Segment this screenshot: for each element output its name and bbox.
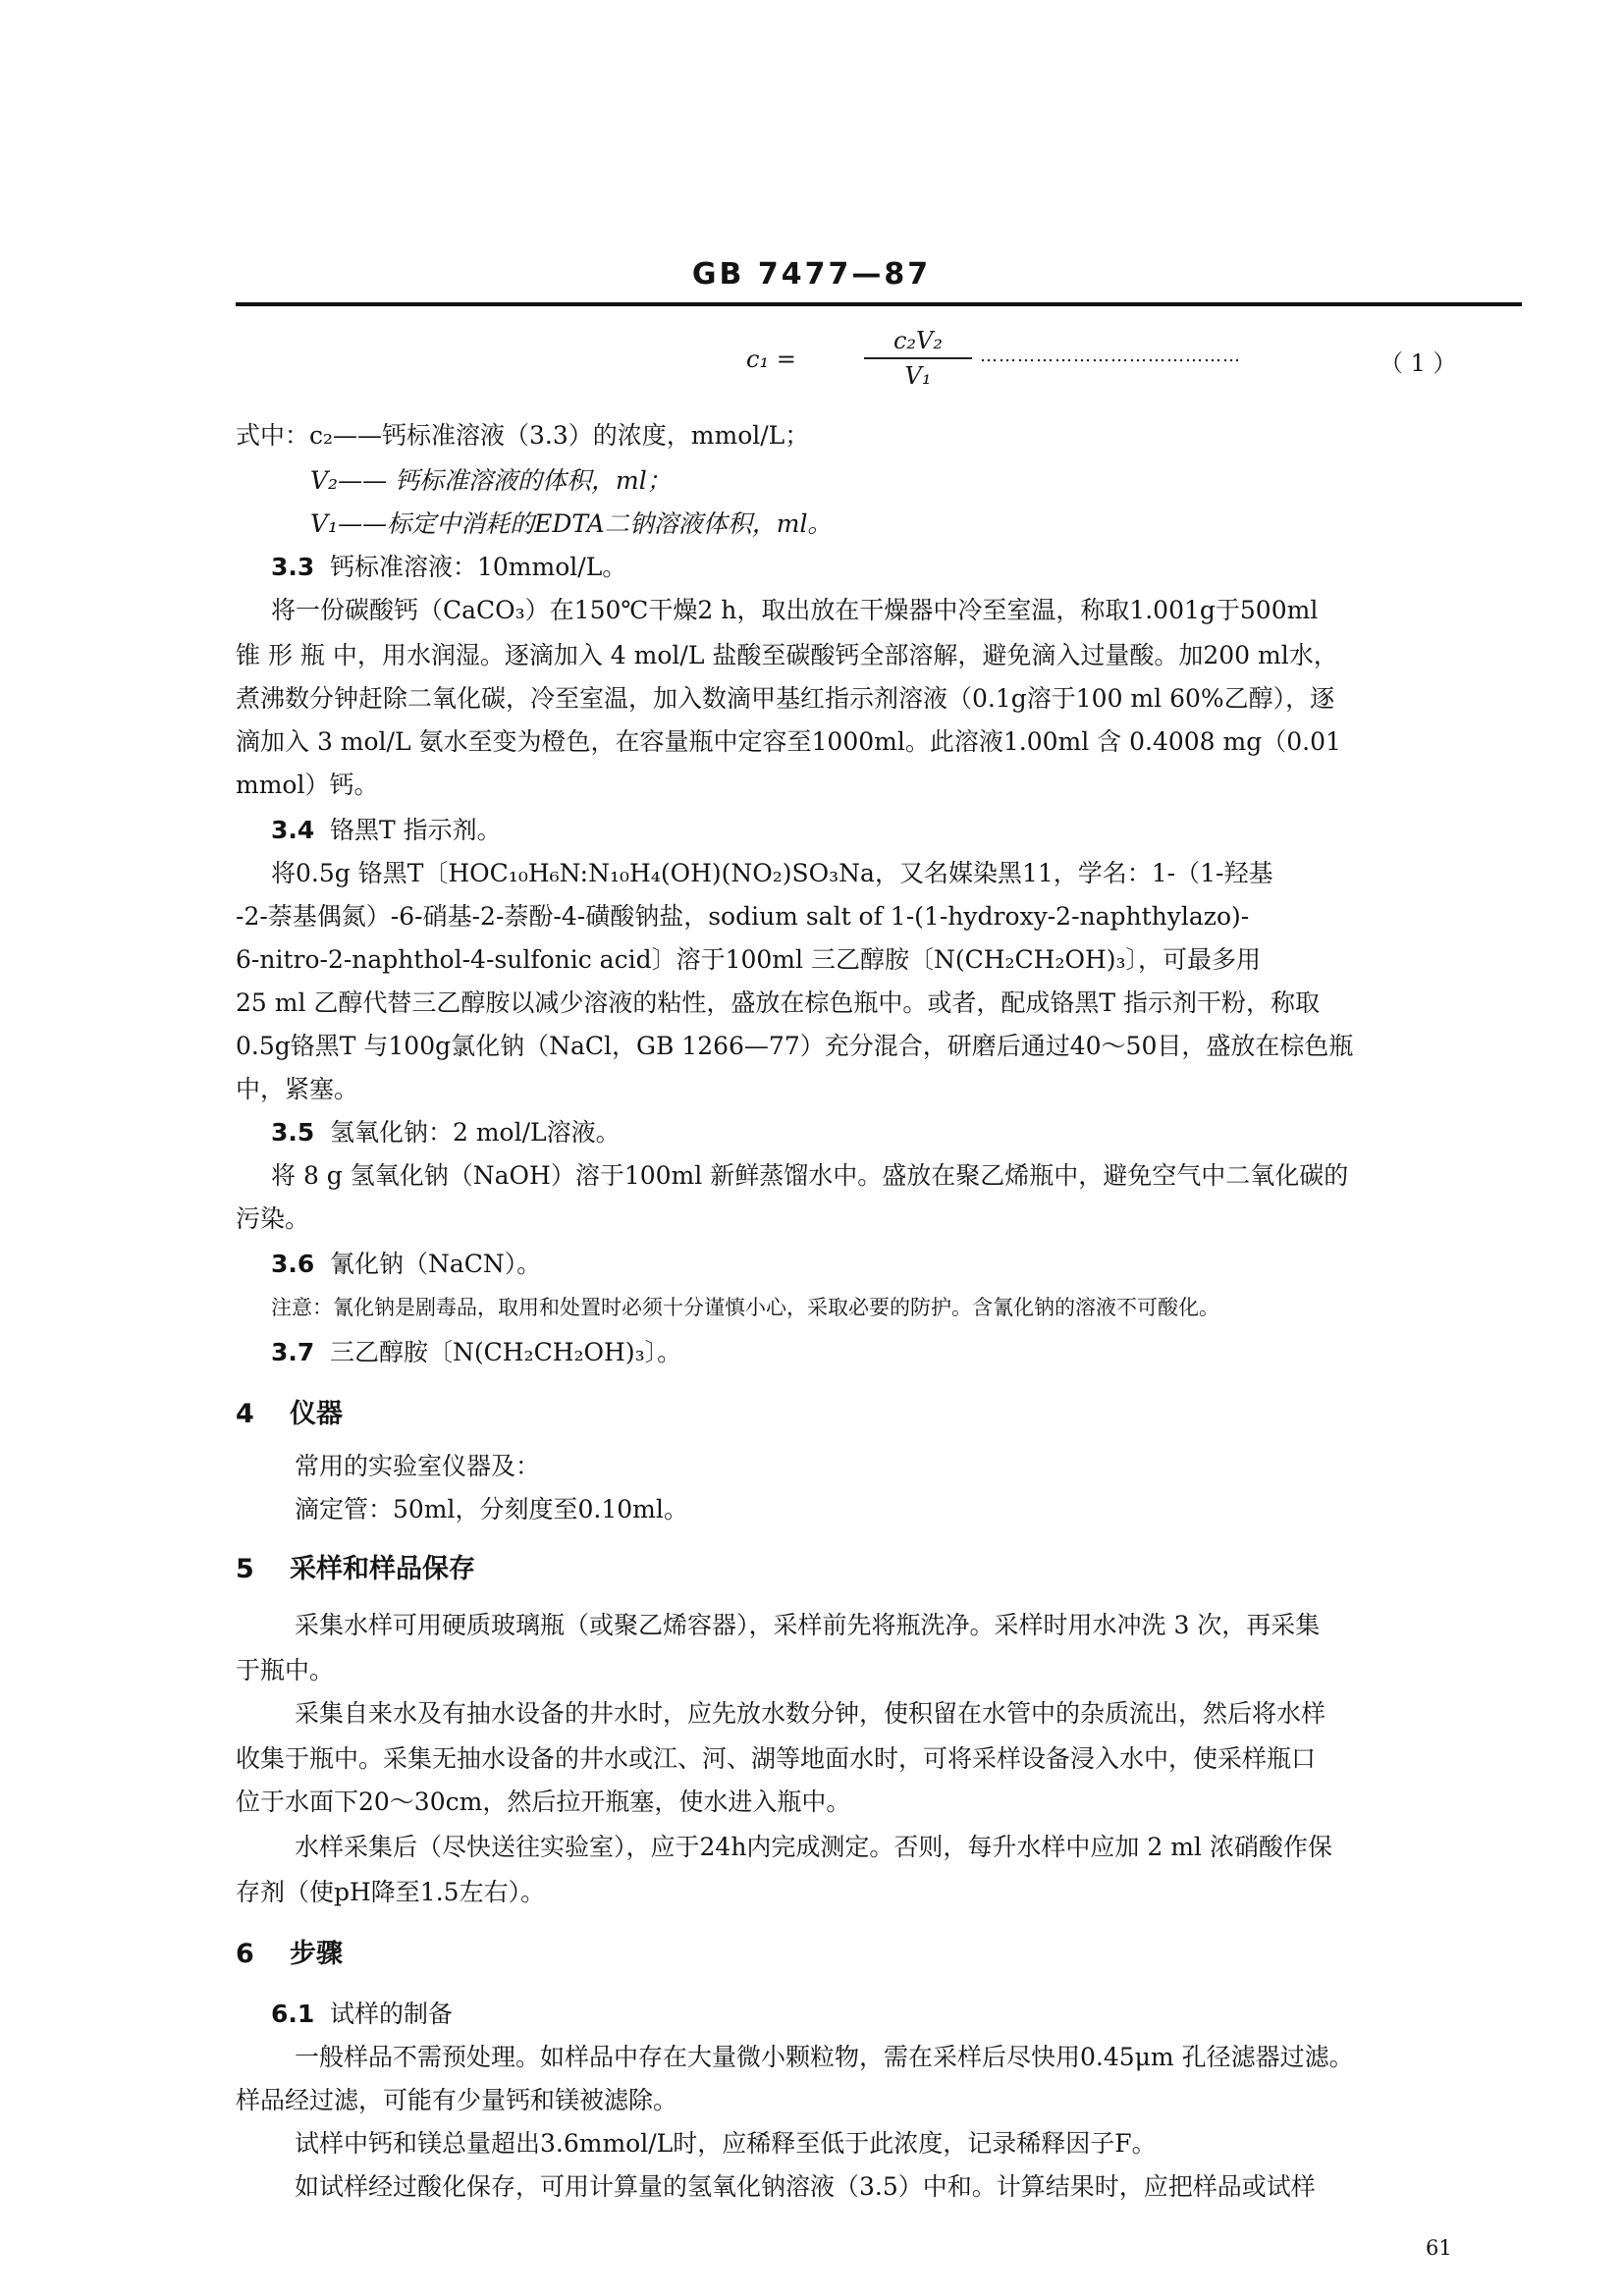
paragraph-line: 常用的实验室仪器及： [295,1452,541,1480]
header-rule [236,302,1522,306]
paragraph-line: 位于水面下20～30cm，然后拉开瓶塞，使水进入瓶中。 [236,1788,851,1816]
section-number: 3.5 [271,1118,315,1147]
paragraph-line: 0.5g铬黑T 与100g氯化钠（NaCl，GB 1266—77）充分混合，研磨后通过40～50目，盛放在棕色瓶 [236,1032,1354,1060]
fraction-bar [864,357,972,359]
section-3-3-heading [271,552,626,583]
paragraph-line: 试样中钙和镁总量超出3.6mmol/L时，应稀释至低于此浓度，记录稀释因子F。 [295,2129,1157,2158]
paragraph-line: 将 8 g 氢氧化钠（NaOH）溶于100ml 新鲜蒸馏水中。盛放在聚乙烯瓶中，避免空气中二氧化碳的 [271,1161,1349,1190]
section-title: 钙标准溶液：10mmol/L。 [330,553,627,581]
section-number: 3.6 [271,1250,315,1278]
paragraph-line: 煮沸数分钟赶除二氧化碳，冷至室温，加入数滴甲基红指示剂溶液（0.1g溶于100 ml 60%乙醇），逐 [236,684,1335,713]
paragraph-line: -2-萘基偶氮）-6-硝基-2-萘酚-4-磺酸钠盐，sodium salt of 1-(1-hydroxy-2-naphthylazo)- [236,902,1250,931]
section-title: 试样的制备 [330,2000,454,2028]
section-number: 3.3 [271,553,315,581]
section-3-6-heading [271,1249,541,1280]
section-title: 采样和样品保存 [290,1554,475,1584]
section-number: 3.4 [271,816,315,844]
equation-lhs: c₁ = [746,346,796,373]
section-title: 氰化钠（NaCN）。 [330,1250,542,1278]
paragraph-line: 采集水样可用硬质玻璃瓶（或聚乙烯容器），采样前先将瓶洗净。采样时用水冲洗 3 次，再采集 [295,1611,1321,1639]
section-number: 6.1 [271,2000,315,2028]
caution-note: 注意：氰化钠是剧毒品，取用和处置时必须十分谨慎小心，采取必要的防护。含氰化钠的溶液不可酸化。 [271,1296,1219,1319]
page-number: 61 [1426,2236,1452,2260]
paragraph-line: 样品经过滤，可能有少量钙和镁被滤除。 [236,2086,678,2114]
paragraph-line: 污染。 [236,1204,310,1233]
equation-numerator: c₂V₂ [893,327,943,354]
paragraph-line: mmol）钙。 [236,771,379,799]
paragraph-line: 一般样品不需预处理。如样品中存在大量微小颗粒物，需在采样后尽快用0.45μm 孔径滤器过滤。 [295,2043,1354,2071]
equation-1 [746,326,1492,404]
equation-denominator: V₁ [904,362,932,390]
paragraph-line: 于瓶中。 [236,1656,335,1684]
paragraph-line: 水样采集后（尽快送往实验室），应于24h内完成测定。否则，每升水样中应加 2 ml 浓硝酸作保 [295,1833,1332,1861]
paragraph-line: 滴定管：50ml，分刻度至0.10ml。 [295,1495,688,1523]
paragraph-line: 收集于瓶中。采集无抽水设备的井水或江、河、湖等地面水时，可将采样设备浸入水中，使采样瓶口 [236,1744,1317,1773]
paragraph-line: 如试样经过酸化保存，可用计算量的氢氧化钠溶液（3.5）中和。计算结果时，应把样品或试样 [295,2172,1316,2201]
section-number: 3.7 [271,1338,315,1366]
legend-line: V₂—— 钙标准溶液的体积，ml； [310,466,672,495]
section-number: 6 [236,1939,254,1969]
section-number: 4 [236,1399,254,1429]
section-6-1-heading [271,1999,453,2030]
section-number: 5 [236,1554,254,1584]
section-3-4-heading [271,815,502,846]
section-3-5-heading [271,1117,621,1148]
paragraph-line: 6-nitro-2-naphthol-4-sulfonic acid〕溶于100ml 三乙醇胺〔N(CH₂CH₂OH)₃〕，可最多用 [236,945,1262,974]
section-title: 三乙醇胺〔N(CH₂CH₂OH)₃〕。 [330,1338,682,1366]
paragraph-line: 滴加入 3 mol/L 氨水至变为橙色，在容量瓶中定容至1000ml。此溶液1.00ml 含 0.4008 mg（0.01 [236,727,1341,756]
paragraph-line: 锥 形 瓶 中，用水润湿。逐滴加入 4 mol/L 盐酸至碳酸钙全部溶解，避免滴入过量酸。加200 ml水， [236,641,1338,669]
paragraph-line: 将一份碳酸钙（CaCO₃）在150℃干燥2 h，取出放在干燥器中冷至室温，称取1.001g于500ml [271,596,1319,624]
paragraph-line: 存剂（使pH降至1.5左右）。 [236,1878,546,1906]
section-5-heading [236,1553,475,1586]
section-title: 氢氧化钠：2 mol/L溶液。 [330,1118,621,1147]
section-6-heading [236,1938,343,1971]
equation-leader: …………………………………… [980,346,1241,366]
section-title: 步骤 [290,1939,343,1969]
section-4-heading [236,1398,343,1431]
section-title: 铬黑T 指示剂。 [330,816,502,844]
equation-number: （ 1 ） [1380,349,1457,377]
equation-fraction [864,326,972,391]
paragraph-line: 中，紧塞。 [236,1075,359,1103]
paragraph-line: 将0.5g 铬黑T〔HOC₁₀H₆N:N₁₀H₄(OH)(NO₂)SO₃Na，又名媒染黑11，学名：1-（1-羟基 [271,859,1273,887]
legend-line: 式中：c₂——钙标准溶液（3.3）的浓度，mmol/L； [236,421,810,450]
legend-line: V₁——标定中消耗的EDTA二钠溶液体积，ml。 [310,509,833,538]
page-header: GB 7477—87 [691,257,932,292]
paragraph-line: 采集自来水及有抽水设备的井水时，应先放水数分钟，使积留在水管中的杂质流出，然后将水样 [295,1699,1326,1728]
paragraph-line: 25 ml 乙醇代替三乙醇胺以减少溶液的粘性，盛放在棕色瓶中。或者，配成铬黑T 指示剂干粉，称取 [236,988,1321,1017]
section-3-7-heading [271,1337,681,1368]
section-title: 仪器 [290,1399,343,1429]
